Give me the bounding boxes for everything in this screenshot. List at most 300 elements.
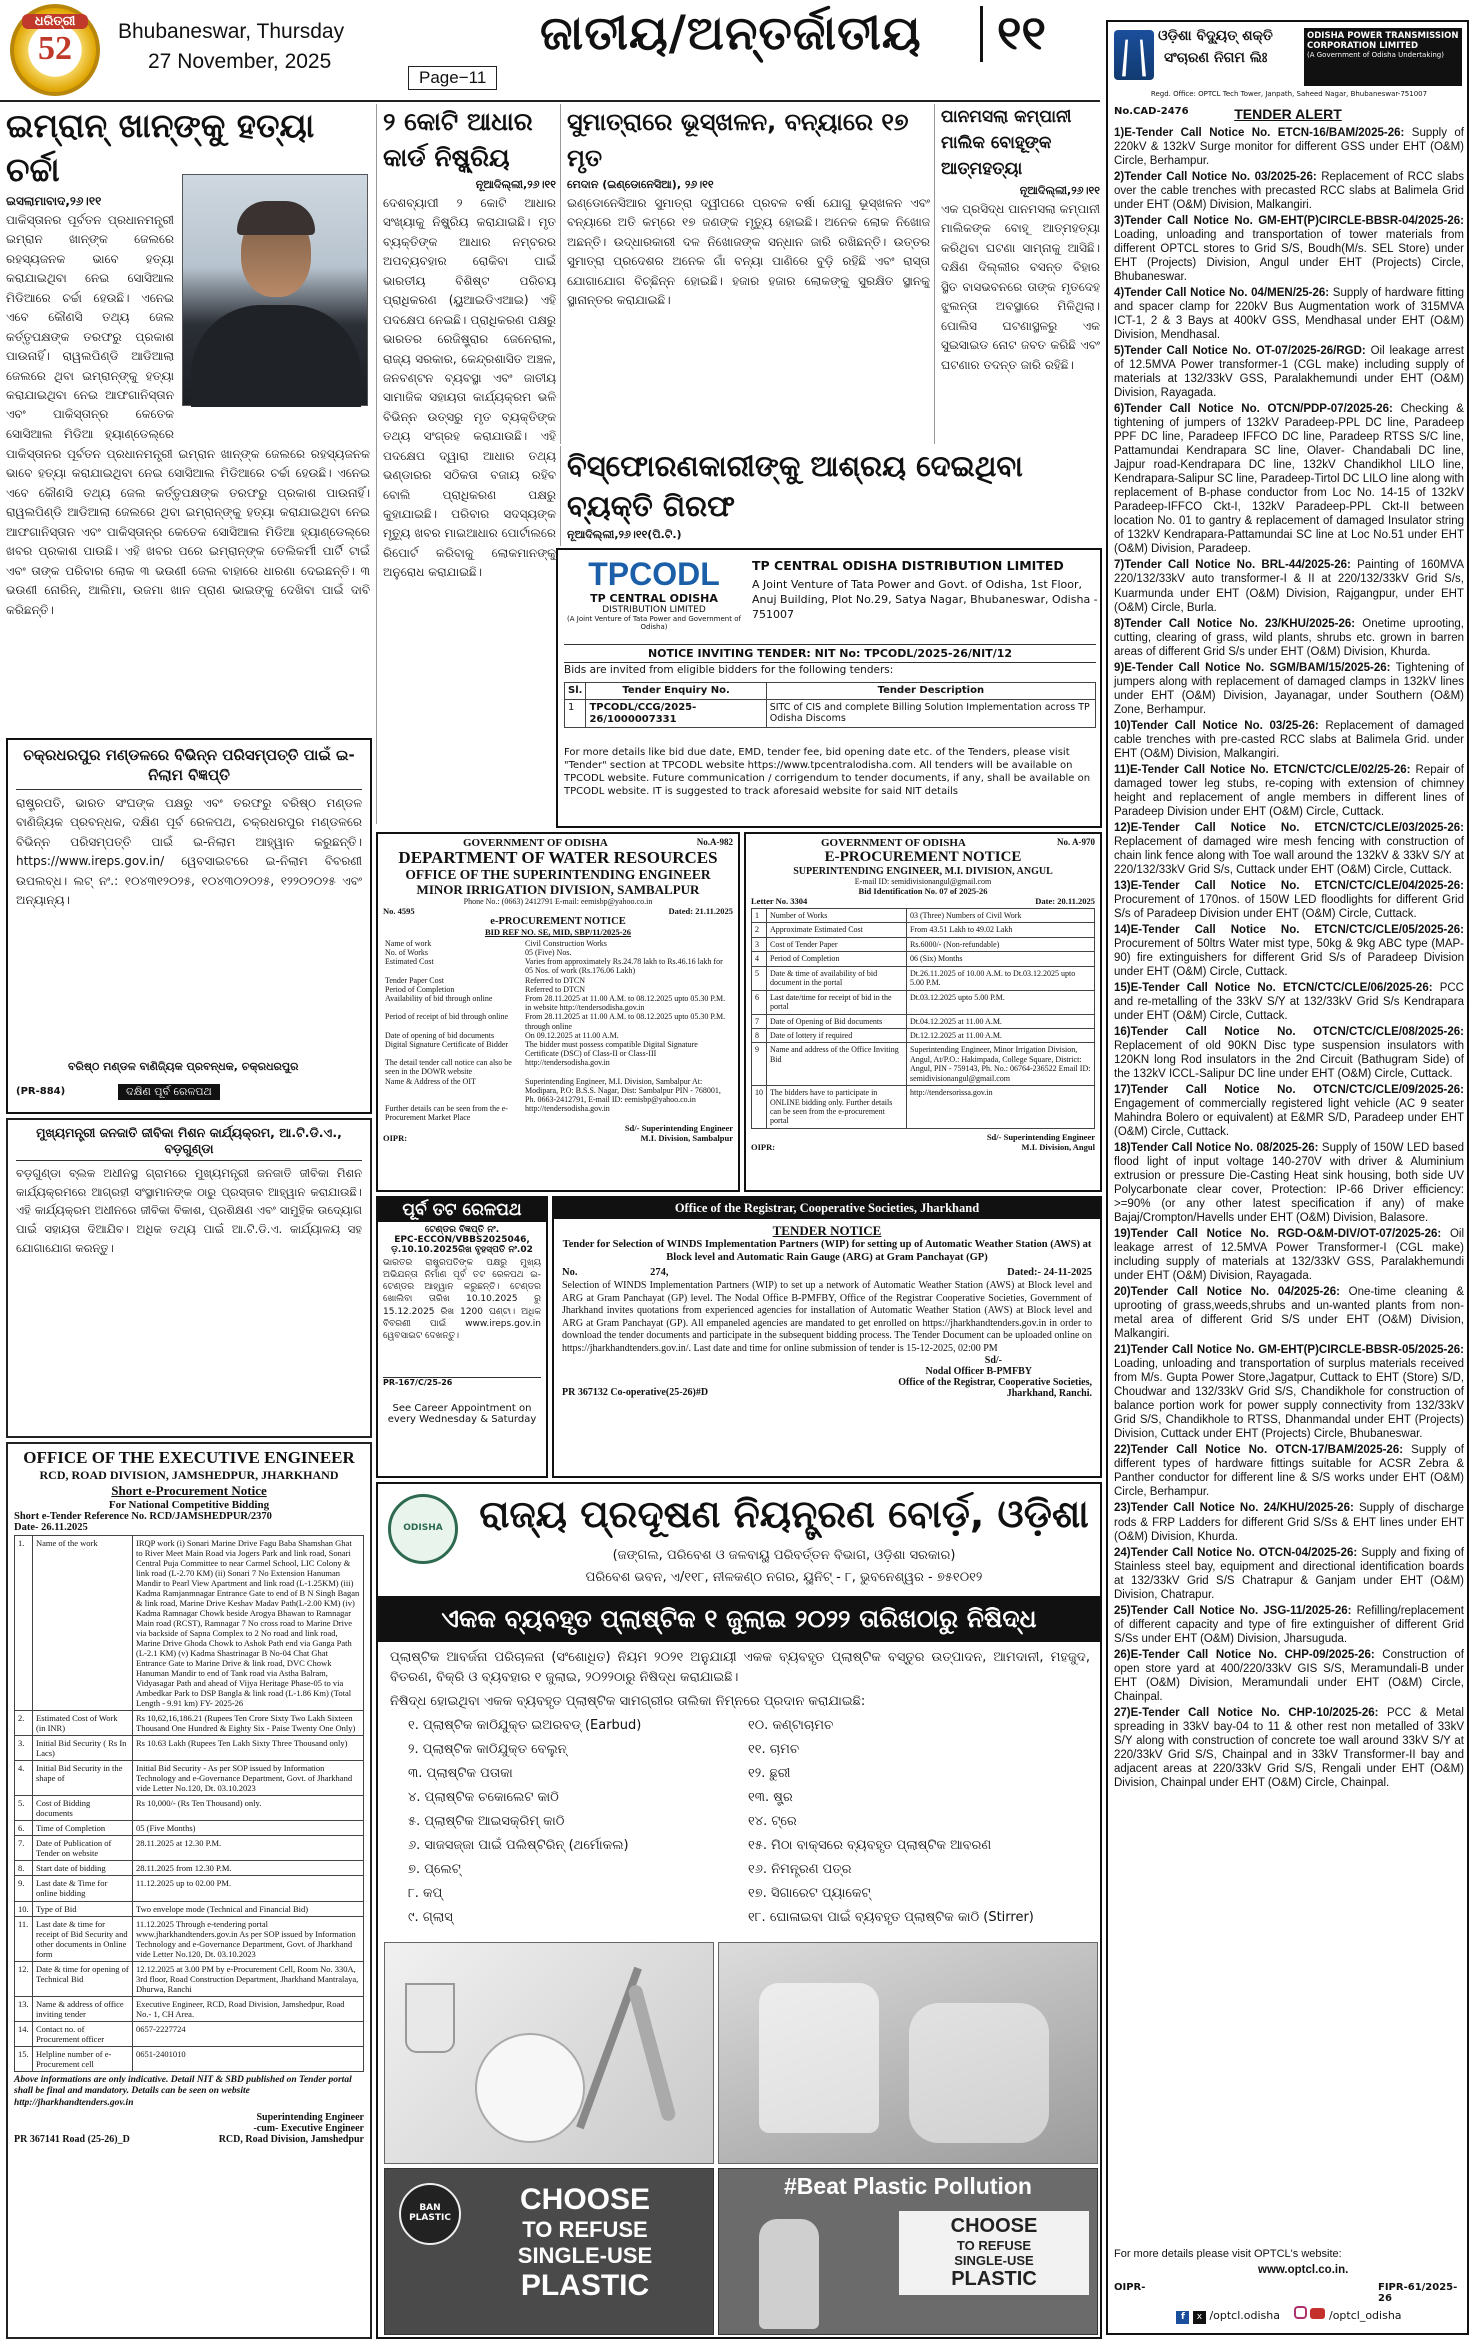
tpcodl-logo-tag: (A Joint Venture of Tata Power and Government of Odisha): [567, 615, 741, 631]
dowr-row-label: No. of Works: [385, 948, 428, 958]
page-label: Page−11: [408, 66, 497, 90]
angul-row-value: Dt.12.12.2025 at 11.00 A.M.: [907, 1028, 1095, 1042]
dowr-row-label: Tender Paper Cost: [385, 975, 444, 985]
tpcodl-logo: [564, 556, 744, 636]
cm-body: ବଡ଼ଗୁଣ୍ଡା ବ୍ଲକ ଅଧୀନସ୍ଥ ଗ୍ରାମରେ ମୁଖ୍ୟମନ୍ତ୍ରୀ ଜନଜାତି ଜୀବିକା ମିଶନ କାର୍ଯ୍ୟକ୍ରମରେ ଆଗ୍ରହୀ ସଂସ୍ଥାମାନଙ୍କ ଠାରୁ ପ୍ରସ୍ତାବ ଆହ୍ୱାନ କରାଯାଉଛି। ଏହି କାର୍ଯ୍ୟକ୍ରମ ଅଧୀନରେ ଜୀବିକା ବିକାଶ, ପ୍ରଶିକ୍ଷଣ ଏବଂ ସାମୁହିକ ଉଦ୍ୟୋଗ ପାଇଁ ସହାୟତା ଦିଆଯିବ। ଅଧିକ ତଥ୍ୟ ପାଇଁ ଆ.ଟି.ଡି.ଏ. କାର୍ଯ୍ୟାଳୟ ସହ ଯୋଗାଯୋଗ କରନ୍ତୁ।: [16, 1166, 362, 1255]
optcl-tender-desc: Repair of damaged tower leg stubs, re-coping with extension of chimney height and replacement of angle members in different lines of Paradeep Division under EHT (O&M) Circle, Cuttack.: [1114, 763, 1464, 818]
anniversary-badge: [10, 4, 100, 96]
angul-table-row: [752, 909, 1095, 923]
dowr-row-label: Further details can be seen from the e-Procurement Market Place: [385, 1104, 508, 1123]
auction-pr-code: (PR-884): [16, 1086, 66, 1097]
ee-row-label: Start date of bidding: [33, 1861, 133, 1876]
dowr-table-row: [383, 1077, 733, 1105]
optcl-tender-desc: Replacement of damaged wire mesh fencing with construction of chain link fence along with Toe wall around the 132kV & 33kV S/Y at 220/132/33kV Grid S/s, Cuttack under EHT (O&M) Circle, Cuttack.: [1114, 835, 1464, 876]
angul-table-row: [752, 1086, 1095, 1129]
optcl-tender-number: 10)Tender Call Notice No. 03/25-26:: [1114, 719, 1319, 732]
angul-row-label: Number of Works: [767, 909, 907, 923]
aadhaar-body: ଦେଶବ୍ୟାପୀ ୨ କୋଟି ଆଧାର ସଂଖ୍ୟାକୁ ନିଷ୍କ୍ରିୟ କରାଯାଇଛି। ମୃତ ବ୍ୟକ୍ତିଙ୍କ ଆଧାର ନମ୍ବରର ଅପବ୍ୟବହାର ରୋକିବା ପାଇଁ ଭାରତୀୟ ବିଶିଷ୍ଟ ପରିଚୟ ପ୍ରାଧିକରଣ (ୟୁଆଇଡିଏଆଇ) ଏହି ପଦକ୍ଷେପ ନେଇଛି। ପ୍ରାଧିକରଣ ପକ୍ଷରୁ ଭାରତର ରେଜିଷ୍ଟ୍ରାର ଜେନେରାଲ, ରାଜ୍ୟ ସରକାର, କେନ୍ଦ୍ରଶାସିତ ଅଞ୍ଚଳ, ଜନବଣ୍ଟନ ବ୍ୟବସ୍ଥା ଏବଂ ଜାତୀୟ ସାମାଜିକ ସହାୟତା କାର୍ଯ୍ୟକ୍ରମ ଭଳି ବିଭିନ୍ନ ଉତ୍ସରୁ ମୃତ ବ୍ୟକ୍ତିଙ୍କ ତଥ୍ୟ ସଂଗ୍ରହ କରାଯାଉଛି। ଏହି ପଦକ୍ଷେପ ଦ୍ୱାରା ଆଧାର ତଥ୍ୟ ଭଣ୍ଡାରର ସଠିକତା ବଜାୟ ରହିବ ବୋଲି ପ୍ରାଧିକରଣ ପକ୍ଷରୁ କୁହାଯାଇଛି। ପରିବାର ସଦସ୍ୟଙ୍କ ମୃତ୍ୟୁ ଖବର ମାଇଆଧାର ପୋର୍ଟାଲରେ ରିପୋର୍ଟ କରିବାକୁ ଲୋକମାନଙ୍କୁ ଅନୁରୋଧ କରାଯାଇଛି।: [383, 196, 556, 580]
dowr-title-2: OFFICE OF THE SUPERINTENDING ENGINEER: [405, 866, 711, 882]
auction-body: ରାଷ୍ଟ୍ରପତି, ଭାରତ ସଂଘଙ୍କ ପକ୍ଷରୁ ଏବଂ ତରଫରୁ ବରିଷ୍ଠ ମଣ୍ଡଳ ବାଣିଜ୍ୟିକ ପ୍ରବନ୍ଧକ, ଦକ୍ଷିଣ ପୂର୍ବ ରେଳପଥ, ଚକ୍ରଧରପୁର ମଣ୍ଡଳରେ ବିଭିନ୍ନ ପରିସମ୍ପତ୍ତି ପାଇଁ ଇ-ନିଲାମ ଆହ୍ୱାନ କରୁଛନ୍ତି। https://www.ireps.gov.in/ ୱେବସାଇଟରେ ଇ-ନିଲାମ ବିବରଣୀ ଉପଲବ୍ଧ। ଲଟ୍ ନଂ.: ୧୦୪୩୧୨୦୨୫, ୧୦୪୩୦୨୦୨୫, ୧୨୨୦୨୦୨୫ ଏବଂ ଅନ୍ୟାନ୍ୟ।: [16, 796, 362, 908]
jhar-body: Selection of WINDS Implementation Partners (WIP) to set up a network of Automatic Weather Station (AWS) at Block level and ARG at Gram Panchayat (GP) level. The Nodal Office B-PMFBY, Office of the Registrar Cooperative Societies, Government of Jharkhand invites quotations from experienced agencies for installation of Automatic Weather Station (AWS) at Block level and ARG at Gram Panchayat (GP). All empaneled agencies are mandated to get enrolled on https://jharkhandtenders.gov.in in order to download the tender documents and participate in the subsequent bidding process. The Tender Document can be uploaded online on https://jharkhandtenders.gov.in/. Last date and time for online submission of tender is 15-12-2025, 02:00 PM: [562, 1280, 1092, 1354]
ee-row-value: 12.12.2025 at 3.00 PM by e-Procurement Cell, Room No. 330A, 3rd floor, Road Construction Department, Jharkhand Mantralaya, Dhurwa, Ranchi: [133, 1961, 364, 1996]
jhar-title: Tender for Selection of WINDS Implementation Partners (WIP) for setting up of Automatic Weather Station (AWS) at Block level and Automatic Rain Gauge (ARG) at Gram Panchayat (GP): [562, 1239, 1092, 1263]
imran-headline: ଇମ୍ରାନ୍ ଖାନ୍‌ଙ୍କୁ ହତ୍ୟା ଚର୍ଚ୍ଚା: [6, 106, 315, 189]
ee-row-value: 28.11.2025 from 12.30 P.M.: [133, 1861, 364, 1876]
angul-row-value: http://tendersorissa.gov.in: [907, 1086, 1095, 1129]
dowr-bid-ref: BID REF NO. SE, MID, SBP/11/2025-26: [484, 926, 632, 937]
jhar-sign-2: Nodal Officer B-PMFBY: [925, 1366, 1032, 1378]
optcl-tender-desc: Replacement of old 90KN Disc type suspension insulators with 120KN long Rod insulators in the 2nd Circuit (Bathugram Side) of the 132kV ICCL-Salipur DC line under EHT (O&M) Circle, Cuttack.: [1114, 1039, 1464, 1081]
optcl-tender-item: [1114, 821, 1464, 877]
dowr-phone: Phone No.: (0663) 2412791 E-mail: eemisbp@yahoo.co.in: [463, 896, 653, 906]
banned-plastic-item: ୧୪. ଟ୍ରେ: [748, 1814, 797, 1829]
ospcb-logo-text: ODISHA: [403, 1523, 443, 1533]
angul-table-row: [752, 1014, 1095, 1028]
sumatra-story: [560, 104, 930, 444]
ecor-body: ଭାରତର ରାଷ୍ଟ୍ରପତିଙ୍କ ପକ୍ଷରୁ ମୁଖ୍ୟ ଅଭିଯନ୍ତା ନିର୍ମାଣ ପୂର୍ବ ତଟ ରେଳପଥ ଇ-ଟେଣ୍ଡର ଆହ୍ୱାନ କରୁଛନ୍ତି। ଟେଣ୍ଡର ଖୋଲିବା ତାରିଖ 10.10.2025 ରୁ 15.12.2025 ରିଖ 1200 ଘଣ୍ଟା। ଅଧିକ ବିବରଣୀ ପାଇଁ www.ireps.gov.in ୱେବସାଇଟ ଦେଖନ୍ତୁ।: [383, 1258, 541, 1341]
choose-poster-2: [899, 2211, 1089, 2295]
jhar-sign-4: Jharkhand, Ranchi.: [1006, 1388, 1092, 1400]
angul-table-row: [752, 1043, 1095, 1086]
jhar-no: 274,: [650, 1267, 669, 1279]
ospcb-body: ପ୍ଲାଷ୍ଟିକ ଆବର୍ଜନା ପରିଚାଳନା (ସଂଶୋଧିତ) ନିୟମ ୨୦୨୧ ଅନୁଯାୟୀ ଏକକ ବ୍ୟବହୃତ ପ୍ଲାଷ୍ଟିକ ବସ୍ତୁର ଉତ୍ପାଦନ, ଆମଦାନୀ, ମହଜୁଦ, ବିତରଣ, ବିକ୍ରି ଓ ବ୍ୟବହାର ୧ ଜୁଲାଇ, ୨୦୨୨ଠାରୁ ନିଷିଦ୍ଧ କରାଯାଇଛି।: [390, 1650, 1090, 1685]
dowr-sambalpur-notice: [376, 832, 740, 1192]
ee-row-label: Initial Bid Security ( Rs In Lacs): [33, 1736, 133, 1761]
optcl-tender-number: 22)Tender Call Notice No. OTCN-17/BAM/2025-26:: [1114, 1444, 1404, 1457]
dowr-letter: No. 4595: [383, 905, 415, 916]
dowr-row-label: Period of Completion: [385, 984, 455, 994]
angul-letter: Letter No. 3304: [751, 896, 808, 906]
optcl-tender-number: 15)E-Tender Call Notice No. ETCN/CTC/CLE/06/2025-26:: [1114, 981, 1433, 994]
ospcb-list-left: [408, 1714, 748, 1930]
dowr-table-row: [383, 939, 733, 948]
optcl-name-2: CORPORATION LIMITED: [1307, 41, 1419, 51]
ee-row-value: Two envelope mode (Technical and Financial Bid): [133, 1901, 364, 1916]
optcl-tender-item: [1114, 344, 1464, 400]
ee-row-number: 11.: [15, 1916, 33, 1961]
optcl-tender-number: 27)E-Tender Call Notice No. CHP-10/2025-26:: [1114, 1706, 1379, 1719]
optcl-tender-number: 17)Tender Call Notice No. OTCN/CTC/CLE/09/2025-26:: [1114, 1084, 1464, 1097]
aadhaar-story: [376, 104, 556, 824]
angul-row-value: 06 (Six) Months: [907, 952, 1095, 966]
optcl-tender-item: [1114, 1285, 1464, 1341]
sumatra-body: ଇଣ୍ଡୋନେସିଆର ସୁମାତ୍ରା ଦ୍ୱୀପରେ ପ୍ରବଳ ବର୍ଷା ଯୋଗୁ ଭୂସ୍ଖଳନ ଏବଂ ବନ୍ୟାରେ ଅତି କମ୍‌ରେ ୧୭ ଜଣଙ୍କ ମୃତ୍ୟୁ ହୋଇଛି। ଅନେକ ଲୋକ ନିଖୋଜ ଅଛନ୍ତି। ଉଦ୍ଧାରକାରୀ ଦଳ ନିଖୋଜଙ୍କ ସନ୍ଧାନ ଜାରି ରଖିଛନ୍ତି। ଉତ୍ତର ସୁମାତ୍ରା ପ୍ରଦେଶର ଅନେକ ଗାଁ ବନ୍ୟା ପାଣିରେ ବୁଡ଼ି ରହିଛି ଏବଂ ରାସ୍ତା ଯୋଗାଯୋଗ ବିଚ୍ଛିନ୍ନ ହୋଇଛି। ହଜାର ହଜାର ଲୋକଙ୍କୁ ସୁରକ୍ଷିତ ସ୍ଥାନକୁ ସ୍ଥାନାନ୍ତର କରାଯାଇଛି।: [567, 196, 930, 308]
optcl-tender-desc: Checking & tightening of jumpers of 132kV Paradeep-PPL DC line, Paradeep PPF DC line, Paradeep IFFCO DC line, Paradeep RTSS S/C line, Pattamundai Kendrapara SC line, Olaver- Chandabali DC line, Jajpur road-Kendrapara DC line, 132kV Chandikhol LILO line, Kendrapara-Salipur SC line, Paradeep-Tirtol DC LILO line along with replacement of B-phase conductor from Loc No. 14-15 of 132kV Paradeep-IFFCO Ckt-I, 132kV Paradeep-PPL Ckt-II between location No. 01 to gantry & replacement of damaged Insulator string of 132kV Kendrapara-Pattamundai SC line at Loc No.51 under EHT (O&M) Division, Paradeep.: [1114, 403, 1464, 556]
dowr-table: [383, 939, 733, 1123]
optcl-tender-number: 25)Tender Call Notice No. JSG-11/2025-26:: [1114, 1604, 1352, 1617]
dowr-row-label: The detail tender call notice can also be seen in the DOWR website: [385, 1058, 512, 1077]
optcl-tender-desc: Painting of 160MVA 220/132/33kV auto transformer-I & II at 220/132/33kV Grid S/s, Kuarmunda under EHT (O&M) Division, Rajgangpur, under EHT (O&M) Circle, Burla.: [1114, 559, 1464, 614]
tpcodl-table: [564, 682, 1096, 728]
optcl-tender-item: [1114, 923, 1464, 979]
ee-row-label: Time of Completion: [33, 1821, 133, 1836]
cm-heading: ମୁଖ୍ୟମନ୍ତ୍ରୀ ଜନଜାତି ଜୀବିକା ମିଶନ କାର୍ଯ୍ୟକ୍ରମ, ଆ.ଟି.ଡି.ଏ., ବଡ଼ଗୁଣ୍ଡା: [16, 1125, 362, 1161]
dowr-row-label: Name of work: [385, 938, 432, 948]
beat-plastic-poster: [718, 2168, 1098, 2335]
optcl-tender-item: [1114, 719, 1464, 761]
optcl-tender-number: 7)Tender Call Notice No. BRL-44/2025-26:: [1114, 559, 1351, 572]
optcl-tender-number: 24)Tender Call Notice No. OTCN-04/2025-26:: [1114, 1546, 1358, 1559]
optcl-tender-desc: One-time cleaning & uprooting of grass,weeds,shrubs and un-wanted plants from non-metal area of different Grid S/S under EHT (O&M) Division, Malkangiri.: [1114, 1286, 1464, 1341]
ee-sign-1: Superintending Engineer: [256, 2111, 364, 2123]
youtube-icon: [1310, 2308, 1325, 2319]
optcl-tender-desc: Supply of discharge rods & FRP Ladders for different Grid S/Ss & EHT lines under EHT (O&M) Division, Khurda.: [1114, 1502, 1465, 1543]
angul-row-value: Superintending Engineer, Minor Irrigation Division, Angul, At/P.O.: Hakimpada, College Square, District: Angul, PIN - 759143, Ph. No.: 06764-236522 Email ID: semidivisionangul@gmail.com: [907, 1043, 1095, 1086]
optcl-tender-item: [1114, 1343, 1464, 1441]
angul-table-row: [752, 923, 1095, 937]
ospcb-list-intro: ନିଷିଦ୍ଧ ହୋଇଥିବା ଏକକ ବ୍ୟବହୃତ ପ୍ଲାଷ୍ଟିକ ସାମଗ୍ରୀର ତାଲିକା ନିମ୍ନରେ ପ୍ରଦାନ କରାଯାଇଛି:: [390, 1694, 866, 1709]
angul-oipr: OIPR:: [751, 1141, 776, 1152]
dowr-table-row: [383, 948, 733, 957]
ee-table-row: [15, 2021, 364, 2046]
dowr-row-value: On 09.12.2025 at 11.00 A.M.: [525, 1030, 619, 1040]
optcl-fipr: FIPR-61/2025-26: [1378, 2282, 1458, 2304]
dowr-sign-2: M.I. Division, Sambalpur: [640, 1132, 733, 1143]
optcl-tender-item: [1114, 402, 1464, 556]
dowr-row-label: Name & Address of the OIT: [385, 1076, 476, 1086]
optcl-tender-desc: Oil leakage arrest of 12.5MVA Power transformer-1 (CGL make) including supply of materials at 132/33kV GSS, Paralakhemundi under EHT (O&M) Division, Rayagada.: [1114, 345, 1464, 400]
plate-shape: [475, 2033, 585, 2143]
banned-plastic-item: ୧୮. ଘୋଳାଇବା ପାଇଁ ବ୍ୟବହୃତ ପ୍ଲାଷ୍ଟିକ କାଠି (Stirrer): [748, 1910, 1034, 1925]
dowr-row-value: 05 (Five) Nos.: [525, 948, 572, 958]
optcl-tender-item: [1114, 879, 1464, 921]
ee-table-row: [15, 1536, 364, 1711]
dowr-table-row: [383, 1040, 733, 1058]
ee-table-row: [15, 1821, 364, 1836]
ospcb-logo: [388, 1494, 458, 1564]
optcl-regd: Regd. Office: OPTCL Tech Tower, Janpath, Saheed Nagar, Bhubaneswar-751007: [1150, 90, 1428, 98]
angul-row-number: 5: [752, 966, 767, 990]
optcl-tender-desc: Supply of 220kV & 132kV Surge monitor for different GSS under EHT (O&M) Circle, Berhampur.: [1114, 127, 1464, 168]
angul-row-label: Date of Opening of Bid documents: [767, 1014, 907, 1028]
dowr-row-value: Referred to DTCN: [525, 984, 585, 994]
optcl-tender-item: [1114, 763, 1464, 819]
jhar-header: Office of the Registrar, Cooperative Societies, Jharkhand: [554, 1198, 1100, 1219]
ee-row-number: 8.: [15, 1861, 33, 1876]
optcl-tender-desc: Replacement of damaged cable trenches with pre-casted RCC slabs at Balimela Grid. under EHT (O&M) Division, Malkangiri.: [1114, 719, 1464, 760]
ban-plastic-label: BAN PLASTIC: [409, 2203, 451, 2223]
angul-table: [751, 908, 1095, 1129]
optcl-tender-number: 20)Tender Call Notice No. 04/2025-26:: [1114, 1286, 1340, 1299]
optcl-tender-item: [1114, 981, 1464, 1023]
optcl-web[interactable]: www.optcl.co.in.: [1258, 2264, 1349, 2276]
banned-plastic-item: ୬. ସାଜସଜ୍ଜା ପାଇଁ ପଲିଷ୍ଟିରିନ୍ (ଥର୍ମୋକଲ): [408, 1838, 629, 1853]
ee-table-row: [15, 2046, 364, 2071]
optcl-social: [1114, 2306, 1464, 2324]
ee-row-value: 28.11.2025 at 12.30 P.M.: [133, 1836, 364, 1861]
optcl-tender-number: 18)Tender Call Notice No. 08/2025-26:: [1114, 1142, 1319, 1155]
ee-row-number: 6.: [15, 1821, 33, 1836]
angul-row-value: 03 (Three) Numbers of Civil Work: [907, 909, 1095, 923]
angul-bid-id: Bid Identification No. 07 of 2025-26: [858, 886, 988, 896]
banned-plastic-item: ୭. ପ୍ଲେଟ୍: [408, 1862, 461, 1877]
optcl-tender-item: [1114, 214, 1464, 284]
dowr-row-value: Varies from approximately Rs.24.78 lakh to Rs.46.16 lakh for 05 Nos. of work (Rs.176.06 Lakh): [525, 957, 723, 976]
photo-hair: [237, 201, 315, 235]
tpcodl-notice: [556, 548, 1102, 828]
auction-heading: ଚକ୍ରଧରପୁର ମଣ୍ଡଳରେ ବିଭିନ୍ନ ପରିସମ୍ପତ୍ତି ପାଇଁ ଇ-ନିଲାମ ବିଜ୍ଞପ୍ତି: [16, 746, 362, 790]
ee-row-value: Executive Engineer, RCD, Road Division, Jamshedpur, Road No.- 1, CH Area.: [133, 1996, 364, 2021]
optcl-oipr: OIPR-: [1114, 2282, 1146, 2293]
angul-row-label: Period of Completion: [767, 952, 907, 966]
angul-row-number: 3: [752, 937, 767, 951]
tpcodl-address: A Joint Venture of Tata Power and Govt. of Odisha, 1st Floor, Anuj Building, Plot No.29, Satya Nagar, Bhubaneswar, Odisha - 751007: [752, 578, 1098, 621]
section-title: ଜାତୀୟ/ଅନ୍ତର୍ଜାତୀୟ: [540, 6, 922, 61]
choose-poster-1: [485, 2183, 685, 2303]
dowr-sign-1: Sd/- Superintending Engineer: [624, 1122, 733, 1133]
ee-title: OFFICE OF THE EXECUTIVE ENGINEER: [23, 1448, 355, 1467]
ee-row-value: 05 (Five Months): [133, 1821, 364, 1836]
optcl-tender-desc: Supply of 150W LED based flood light of input voltage 140-270V with driver & Aluminium extrusion or pressure Die-Casting Heat sink housing, both side UV Polycarbonate clear cover, Protection: IP-66 Driver efficiency: >=90% (or any other latest specification if any) of make Bajaj/Crompton/Havells under EHT (O&M) Division, Balasore.: [1114, 1142, 1464, 1225]
angul-row-number: 1: [752, 909, 767, 923]
optcl-tender-number: 14)E-Tender Call Notice No. ETCN/CTC/CLE/05/2025-26:: [1114, 923, 1464, 936]
angul-row-number: 6: [752, 990, 767, 1014]
optcl-tender-desc: PCC & Metal spreading in 33kV bay-04 to 11 & other rest non metalled of 33kV S/Y along with construction of concrete toe wall around 33kV S/Y at 220/33kV Grid S/S, Chainpal and in 33kV Transformer-II bay and adjacent areas at 220/33kV Grid S/S, Rengali under EHT (O&M) Division, Chainpal under EHT (O&M) Circle, Chainpal.: [1114, 1706, 1464, 1789]
angul-sign-2: M.I. Division, Angul: [1021, 1141, 1095, 1152]
ee-row-label: Last date & time for receipt of Bid Security and other documents in Online form: [33, 1916, 133, 1961]
angul-table-row: [752, 937, 1095, 951]
auction-signature: ବରିଷ୍ଠ ମଣ୍ଡଳ ବାଣିଜ୍ୟିକ ପ୍ରବନ୍ଧକ, ଚକ୍ରଧରପୁର: [68, 1060, 299, 1073]
dowr-oipr: OIPR:: [383, 1132, 408, 1143]
ee-sign-2: -cum- Executive Engineer: [253, 2122, 364, 2134]
angul-title: E-PROCUREMENT NOTICE: [824, 849, 1022, 865]
optcl-tender-number: 3)Tender Call Notice No. GM-EHT(P)CIRCLE-BBSR-04/2025-26:: [1114, 215, 1464, 228]
optcl-tender-item: [1114, 1141, 1464, 1225]
photo-shoulders: [191, 305, 361, 407]
ee-row-label: Date of Publication of Tender on website: [33, 1836, 133, 1861]
ee-reference: Short e-Tender Reference No. RCD/JAMSHEDPUR/2370: [14, 1511, 272, 1522]
ee-row-number: 13.: [15, 1996, 33, 2021]
ee-table-row: [15, 1861, 364, 1876]
ee-bidding: For National Competitive Bidding: [108, 1499, 270, 1511]
ospcb-address: ପରିବେଶ ଭବନ, ଏ/୧୧୮, ନୀଳକଣ୍ଠ ନଗର, ୟୁନିଟ୍ - ୮, ଭୁବନେଶ୍ୱର - ୭୫୧୦୧୨: [585, 1570, 983, 1585]
angul-row-number: 8: [752, 1028, 767, 1042]
angul-row-number: 2: [752, 923, 767, 937]
jharkhand-registrar-notice: [552, 1196, 1102, 1478]
jhar-sign-1: Sd/-: [984, 1355, 1002, 1367]
bag-shape-1: [759, 1983, 879, 2133]
choose-word-1: CHOOSE: [519, 2183, 651, 2216]
dowr-row-value: http://tendersodisha.gov.in: [525, 1058, 610, 1068]
dowr-table-row: [383, 985, 733, 994]
ecor-line-3: ଡ଼.10.10.2025ରିଖ ବୃହସ୍ପତି ନଂ.02: [391, 1245, 533, 1255]
optcl-tender-number: 1)E-Tender Call Notice No. ETCN-16/BAM/2025-26:: [1114, 127, 1405, 139]
optcl-tender-item: [1114, 617, 1464, 659]
ee-table-row: [15, 1711, 364, 1736]
banned-plastic-item: ୩. ପ୍ଲାଷ୍ଟିକ ପତାକା: [408, 1766, 513, 1781]
optcl-tender-item: [1114, 286, 1464, 342]
jhar-notice: TENDER NOTICE: [772, 1223, 882, 1238]
tower-icon: [1122, 40, 1146, 77]
optcl-tender-number: 21)Tender Call Notice No. GM-EHT(P)CIRCLE-BBSR-05/2025-26:: [1114, 1344, 1464, 1357]
optcl-tender-item: [1114, 1546, 1464, 1602]
optcl-social-2[interactable]: /optcl_odisha: [1328, 2309, 1402, 2322]
optcl-social-1[interactable]: /optcl.odisha: [1209, 2309, 1280, 2322]
ee-row-value: Rs 10.63 Lakh (Rupees Ten Lakh Sixty Three Thousand only): [133, 1736, 364, 1761]
optcl-tender-number: 13)E-Tender Call Notice No. ETCN/CTC/CLE/04/2025-26:: [1114, 879, 1464, 892]
banned-plastic-item: ୯. ଗ୍ଲାସ୍: [408, 1910, 453, 1925]
choose2-word-2: TO REFUSE: [956, 2238, 1032, 2253]
banned-plastic-item: ୧୬. ନିମନ୍ତ୍ରଣ ପତ୍ର: [748, 1862, 852, 1877]
optcl-tender-desc: Supply of hardware fitting and spacer clamp for 220kV Bus Augmentation work of 315MVA ICT-1, 2 & 3 Bays at 400kV GSS, Mendhasal under EHT (O&M) Division, Mendhasal.: [1114, 287, 1465, 342]
ee-row-value: Rs 10,000/- (Rs Ten Thousand) only.: [133, 1796, 364, 1821]
optcl-tender-number: 11)E-Tender Call Notice No. ETCN/CTC/CLE/02/25-26:: [1114, 763, 1411, 776]
twitter-icon: x: [1193, 2311, 1206, 2324]
ecor-brand: ପୂର୍ବ ତଟ ରେଳପଥ: [378, 1198, 546, 1222]
panmasala-story: [934, 104, 1100, 444]
optcl-tender-desc: Supply and fixing of Stainless steel bay, equipment and directional identification boards at 132/33kV Grid S/S Chatrapur & Ganjam under EHT (O&M) Division, Chatrapur.: [1114, 1546, 1464, 1601]
dowr-dated: Dated: 21.11.2025: [668, 905, 733, 916]
ee-table: [14, 1535, 364, 2072]
masthead-city-day: Bhubaneswar, Thursday: [118, 20, 345, 43]
plastic-bags-photo: [718, 1942, 1098, 2164]
ee-row-label: Last date & Time for online bidding: [33, 1876, 133, 1901]
dowr-row-value: From 28.11.2025 at 11.00 A.M. to 08.12.2025 upto 05.30 P.M. in website http://tendersodisha.gov.in: [525, 993, 726, 1013]
ee-table-row: [15, 1961, 364, 1996]
arrest-story: [560, 446, 1100, 546]
choose2-word-4: PLASTIC: [951, 2268, 1037, 2290]
optcl-tender-desc: Onetime uprooting, cutting, clearing of grass, wild plants, shrubs etc. grown in barren areas of different Grid S/s under EHT (O&M) Division, Khurda.: [1114, 617, 1464, 658]
banned-plastic-item: ୫. ପ୍ଲାଷ୍ଟିକ ଆଇସକ୍ରିମ୍ କାଠି: [408, 1814, 565, 1829]
ecor-career: See Career Appointment on every Wednesday & Saturday: [387, 1403, 537, 1425]
aadhaar-headline: ୨ କୋଟି ଆଧାର କାର୍ଡ ନିଷ୍କ୍ରିୟ: [383, 107, 533, 172]
jhar-date-label: Dated:-: [1007, 1267, 1041, 1279]
angul-row-label: Cost of Tender Paper: [767, 937, 907, 951]
dowr-row-value: From 28.11.2025 at 11.00 A.M. to 08.12.2025 upto 05.30 P.M. through online: [525, 1012, 726, 1031]
choose2-word-1: CHOOSE: [950, 2215, 1038, 2237]
optcl-tender-item: [1114, 1501, 1464, 1543]
ee-row-number: 1.: [15, 1536, 33, 1711]
optcl-tender-number: 4)Tender Call Notice No. 04/MEN/25-26:: [1114, 287, 1330, 300]
optcl-tender-item: [1114, 558, 1464, 614]
ospcb-banner: ଏକକ ବ୍ୟବହୃତ ପ୍ଲାଷ୍ଟିକ ୧ ଜୁଲାଇ ୨୦୨୨ ତାରିଖଠାରୁ ନିଷିଦ୍ଧ: [378, 1596, 1100, 1642]
ee-pr-code: PR 367141 Road (25-26)_D: [14, 2133, 130, 2145]
optcl-tender-number: 19)Tender Call Notice No. RGD-O&M-DIV/OT-07/2025-26:: [1114, 1228, 1442, 1241]
banned-plastic-item: ୧୦. କଣ୍ଟାଚାମଚ: [748, 1718, 834, 1733]
optcl-tender-number: 6)Tender Call Notice No. OTCN/PDP-07/2025-26:: [1114, 403, 1393, 416]
ee-row-value: IRQP work (i) Sonari Marine Drive Fagu Baba Shamshan Ghat to River Meet Main Road via Jogers Park and link road, Sonari Central Puja Committee to near Carmel School, LIC Colony & link road (L-2.70 KM) (ii) Sonari 7 No Extension Hanuman Mandir to Pearl View Apartment and link road (L-1.25KM) (iii) Kadma Ramjanmnagar Entrance Gate to end of B N Singh Bagan & link road, Marine Drive Keshav Madav Path(L-2.00 KM) (iv) Kadma Ramnagar Chowk beside Arogya Bhawan to Ramnagar Main road (RCST), Ramnagar 7 No cross road to Marine Drive via backside of Sapna Complex to 2 No road and link road, Marine Drive Ghoda Chowk to Ashok Path end via Ganga Path (L-2.1 KM) (v) Kadma Shastrinagar B No-04 Chat Ghat Entrance Gate to Marine Drive & link road, DVC Chowk Hanuman Mandir to end of Tank road via Astha Balram, Vidyasagar Path and ahead of Vijya Heritage Phase-05 to via Ambedkar Park to DSP Bangla & link road (L-1.86 Km) (Total Length - 9.91 km) FY- 2025-26: [133, 1536, 364, 1711]
optcl-tender-desc: Refilling/replacement of different capacity and type of fire extinguisher of different Grid S/Ss under EHT (O&M) Division, Jharsuguda.: [1114, 1604, 1464, 1645]
dowr-table-row: [383, 1031, 733, 1040]
arrest-headline: ବିସ୍ଫୋରଣକାରୀଙ୍କୁ ଆଶ୍ରୟ ଦେଇଥିବା ବ୍ୟକ୍ତି ଗିରଫ: [567, 449, 1023, 523]
angul-row-label: Last date/time for receipt of bid in the portal: [767, 990, 907, 1014]
optcl-tender-desc: Supply of different types of hardware fittings suitable for ACSR Zebra & Panther conductor for different line & S/S works under EHT (O&M) Circle, Berhampur.: [1114, 1444, 1464, 1499]
banned-plastic-item: ୧୧. ଚାମଚ: [748, 1742, 800, 1757]
ecor-line-2: EPC-ECCON/VBBS2025046,: [394, 1235, 530, 1245]
angul-row-number: 10: [752, 1086, 767, 1129]
masthead: [0, 0, 1100, 104]
optcl-tender-item: [1114, 1443, 1464, 1499]
arrest-body: [567, 544, 1100, 546]
ospcb-list-right: [748, 1714, 1088, 1930]
optcl-tender-list: [1114, 126, 1464, 1792]
optcl-name-box: [1304, 28, 1462, 86]
optcl-tender-number: 2)Tender Call Notice No. 03/2025-26:: [1114, 171, 1317, 184]
optcl-tender-item: [1114, 1648, 1464, 1704]
ee-table-row: [15, 1761, 364, 1796]
choose-word-3: SINGLE-USE: [517, 2243, 653, 2268]
dowr-govt: GOVERNMENT OF ODISHA: [463, 837, 608, 849]
dowr-notice: e-PROCUREMENT NOTICE: [490, 915, 626, 927]
cm-tribal-mission-notice: [6, 1118, 372, 1438]
spoon-shape: [627, 1984, 677, 2123]
angul-row-number: 4: [752, 952, 767, 966]
tpcodl-nit: NOTICE INVITING TENDER: NIT No: TPCODL/2025-26/NIT/12: [564, 644, 1096, 663]
ecor-pr: PR-167/C/25-26: [383, 1377, 541, 1387]
optcl-name-1: ODISHA POWER TRANSMISSION: [1307, 31, 1459, 41]
tpcodl-invite: Bids are invited from eligible bidders for the following tenders:: [564, 664, 894, 676]
dowr-row-value: Civil Construction Works: [525, 938, 607, 948]
tpcodl-row-enquiry: TPCODL/CCG/2025-26/1000007331: [586, 699, 766, 728]
cup-shape: [405, 1983, 455, 2053]
optcl-tender-item: [1114, 661, 1464, 717]
angul-row-number: 9: [752, 1043, 767, 1086]
ee-row-label: Date & time for opening of Technical Bid: [33, 1961, 133, 1996]
ee-row-value: Rs 10,62,16,186.21 (Rupees Ten Crore Sixty Two Lakh Sixteen Thousand One Hundred & Eighty Six - Paise Twenty One Only): [133, 1711, 364, 1736]
angul-govt: GOVERNMENT OF ODISHA: [821, 837, 966, 849]
chakradharpur-auction-notice: [6, 738, 372, 1114]
angul-row-number: 7: [752, 1014, 767, 1028]
bottle-shape: [759, 2219, 819, 2329]
ee-row-label: Helpline number of e-Procurement cell: [33, 2046, 133, 2071]
ee-row-value: 0657-2227724: [133, 2021, 364, 2046]
angul-table-row: [752, 966, 1095, 990]
ee-row-value: 11.12.2025 up to 02.00 PM.: [133, 1876, 364, 1901]
panmasala-body: ଏକ ପ୍ରସିଦ୍ଧ ପାନମସଲା କମ୍ପାନୀ ମାଲିକଙ୍କ ବୋହୂ ଆତ୍ମହତ୍ୟା କରିଥିବା ଘଟଣା ସାମ୍ନାକୁ ଆସିଛି। ଦକ୍ଷିଣ ଦିଲ୍ଲୀର ବସନ୍ତ ବିହାର ସ୍ଥିତ ବାସଭବନରେ ତାଙ୍କ ମୃତଦେହ ଝୁଲନ୍ତା ଅବସ୍ଥାରେ ମିଳିଥିଲା। ପୋଲିସ ଘଟଣାସ୍ଥଳରୁ ଏକ ସୁଇସାଇଡ ନୋଟ ଜବତ କରିଛି ଏବଂ ଘଟଣାର ତଦନ୍ତ ଜାରି ରହିଛି।: [941, 202, 1100, 372]
ee-row-label: Initial Bid Security in the shape of: [33, 1761, 133, 1796]
optcl-tender-item: [1114, 1025, 1464, 1081]
dowr-table-row: [383, 1012, 733, 1030]
ospcb-title: ରାଜ୍ୟ ପ୍ରଦୂଷଣ ନିୟନ୍ତ୍ରଣ ବୋର୍ଡ଼, ଓଡ଼ିଶା: [479, 1492, 1089, 1536]
dowr-row-label: Date of opening of bid documents: [385, 1030, 495, 1040]
panmasala-headline: ପାନମସଲା କମ୍ପାନୀ ମାଲିକ ବୋହୂଙ୍କ ଆତ୍ମହତ୍ୟା: [941, 107, 1072, 179]
dowr-no: No.A-982: [696, 837, 733, 847]
ee-subtitle: RCD, ROAD DIVISION, JAMSHEDPUR, JHARKHAND: [39, 1468, 339, 1482]
banned-plastic-item: ୧୨. ଛୁରୀ: [748, 1766, 791, 1781]
optcl-tender-number: 5)Tender Call Notice No. OT-07/2025-26/RGD:: [1114, 345, 1366, 358]
dowr-title-1: DEPARTMENT OF WATER RESOURCES: [398, 848, 718, 867]
ee-sign-3: RCD, Road Division, Jamshedpur: [218, 2133, 364, 2145]
angul-row-value: Dt.04.12.2025 at 11.00 A.M.: [907, 1014, 1095, 1028]
choose2-word-3: SINGLE-USE: [954, 2253, 1034, 2268]
imran-body: ପାକିସ୍ତାନର ପୂର୍ବତନ ପ୍ରଧାନମନ୍ତ୍ରୀ ଇମ୍ରାନ ଖାନ୍‌ଙ୍କ ଜେଲରେ ରହସ୍ୟଜନକ ଭାବେ ହତ୍ୟା କରାଯାଇଥିବା ନେଇ ସୋସିଆଲ ମିଡିଆରେ ଚର୍ଚ୍ଚା ହେଉଛି। ଏନେଇ ଏବେ କୌଣସି ତଥ୍ୟ ଜେଲ କର୍ତ୍ତୃପକ୍ଷଙ୍କ ତରଫରୁ ପ୍ରକାଶ ପାଉନାହିଁ। ରାୱଲପିଣ୍ଡି ଆଡିଆଲା ଜେଲରେ ଥିବା ଇମ୍ରାନ୍‌ଙ୍କୁ ହତ୍ୟା କରାଯାଇଥିବା ନେଇ ଆଫଗାନିସ୍ତାନ ଏବଂ ପାକିସ୍ତାନ୍‌ର କେତେକ ସୋସିଆଲ ମିଡିଆ ହ୍ୟାଣ୍ଡେଲ୍‌ରେ: [6, 213, 174, 441]
ee-row-label: Estimated Cost of Work (in INR): [33, 1711, 133, 1736]
angul-row-label: Date & time of availability of bid document in the portal: [767, 966, 907, 990]
angul-row-label: Approximate Estimated Cost: [767, 923, 907, 937]
ee-notice: Short e-Procurement Notice: [111, 1483, 267, 1498]
dowr-table-row: [383, 957, 733, 975]
angul-table-row: [752, 1028, 1095, 1042]
imran-khan-story: [6, 104, 370, 734]
dowr-row-value: Referred to DTCN: [525, 975, 585, 985]
dowr-row-value: The bidder must possess compatible Digital Signature Certificate (DSC) of Class-II or Class-III: [525, 1039, 698, 1059]
banned-plastic-item: ୧୭. ସିଗାରେଟ ପ୍ୟାକେଟ୍: [748, 1886, 871, 1901]
ee-note: Above informations are only indicative. Detail NIT & SBD published on Tender portal shall be final and mandatory. Details can be seen on website http://jharkhandtenders.gov.in: [14, 2074, 352, 2108]
ee-row-number: 12.: [15, 1961, 33, 1996]
dowr-table-row: [383, 1058, 733, 1076]
dowr-row-label: Availability of bid through online: [385, 993, 493, 1003]
optcl-tender-desc: Loading, unloading and transportation of surplus materials received from M/s. Gupta Power Store,Jagatpur, Cuttack to EHT (Store) S/D, Choudwar and 132/33kV Grid S/S, Chandikhole for construction of balance portion work for power supply connectivity from 132/33kV Grid S/S, Chandikhole to RTSS, Dhanmandal under EHT (Projects) Division, Cuttack under EHT (Projects) Circle, Bhubaneswar.: [1114, 1358, 1464, 1441]
ban-plastic-poster: [384, 2168, 714, 2335]
jhar-no-label: No.: [562, 1267, 578, 1279]
optcl-tender-alert: [1106, 20, 1469, 2335]
dowr-row-label: Period of receipt of bid through online: [385, 1012, 509, 1022]
optcl-tender-desc: Procurement of 50ltrs Water mist type, 50kg & 9kg ABC type (MAP-90) fire extinguishers for different Grid S/s of Paradeep Division under EHT (O&M) Circle, Cuttack.: [1114, 937, 1464, 978]
ee-row-number: 7.: [15, 1836, 33, 1861]
jamshedpur-ee-notice: [6, 1442, 372, 2339]
ee-row-label: Cost of Bidding documents: [33, 1796, 133, 1821]
optcl-tender-number: 9)E-Tender Call Notice No. SGM/BAM/15/2025-26:: [1114, 661, 1391, 674]
